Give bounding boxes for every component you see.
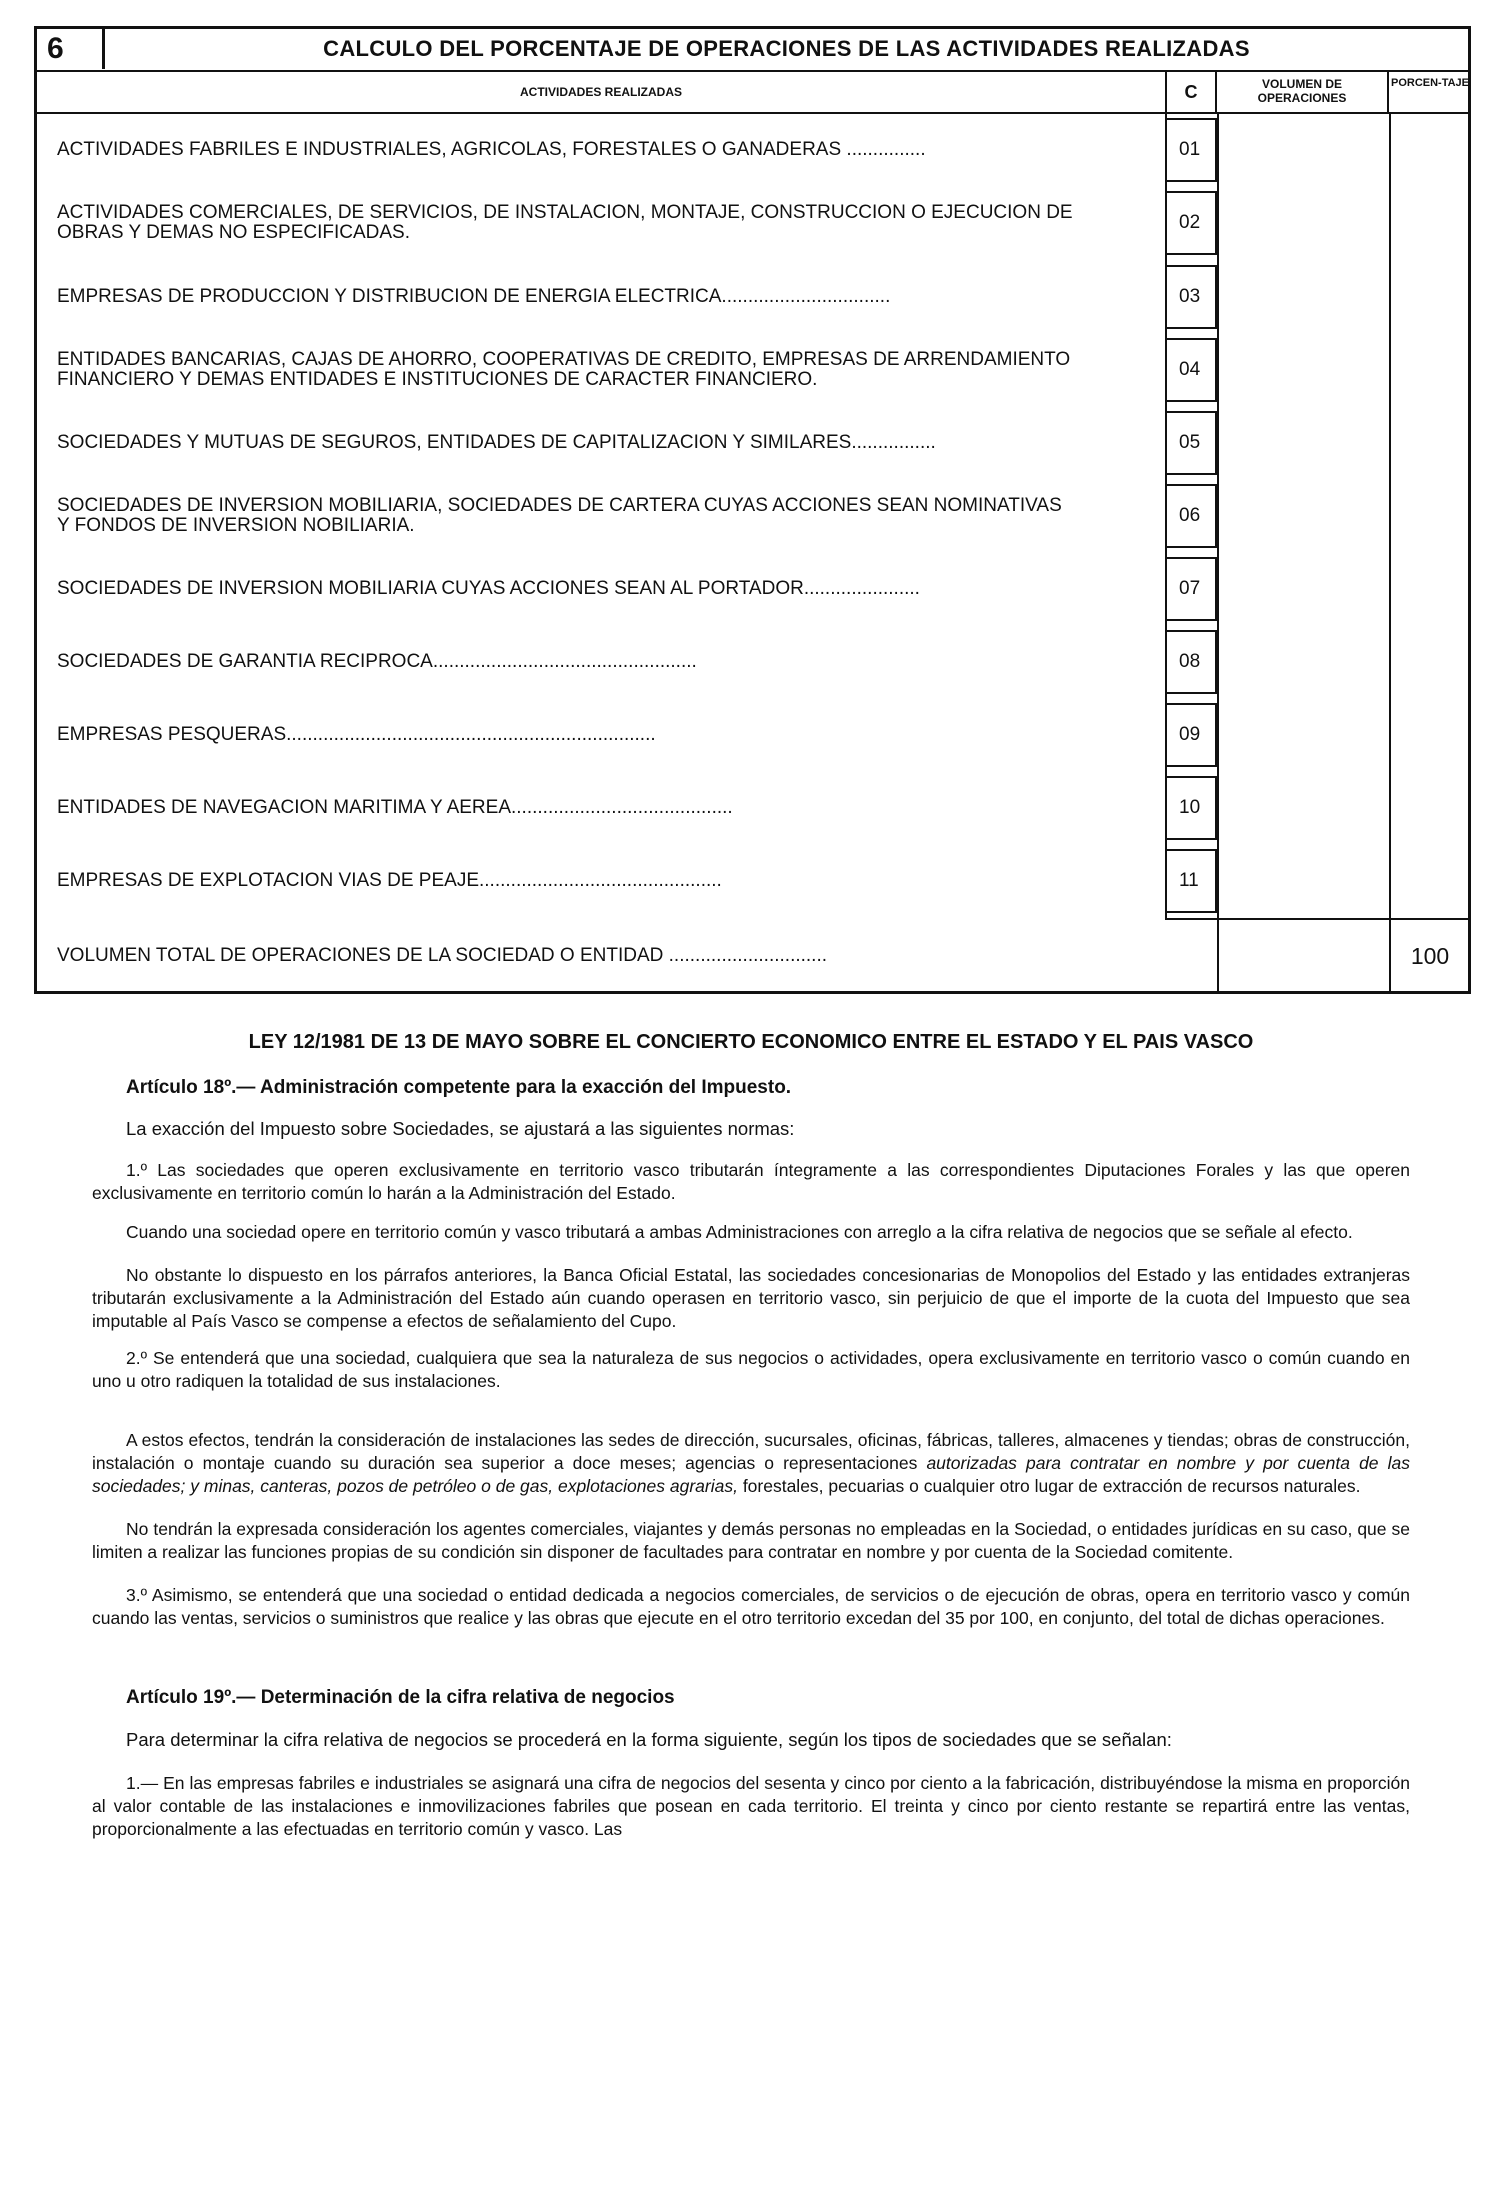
header-code: C [1167,72,1217,112]
activity-code: 05 [1165,411,1217,475]
activity-description: EMPRESAS PESQUERAS...................................................................... [57,724,656,745]
article-19-heading: Artículo 19º.— Determinación de la cifra relativa de negocios [126,1687,675,1708]
column-header-row [37,72,1468,114]
activity-description: SOCIEDADES Y MUTUAS DE SEGUROS, ENTIDADES DE CAPITALIZACION Y SIMILARES................ [57,432,936,453]
law-text [92,1030,1410,1841]
activity-code: 03 [1165,265,1217,329]
activity-row [37,480,1471,552]
form-title-row [37,29,1468,72]
paragraph: 1.— En las empresas fabriles e industriales se asignará una cifra de negocios del sesenta y cinco por ciento a la fabricación, distribuyéndose la misma en proporción al valor contable de las instalaciones e inmovilizaciones fabriles que posean en cada territorio. El treinta y cinco por ciento restante se repartirá entre las ventas, proporcionalmente a las efectuadas en territorio común y vasco. Las [92,1773,1410,1839]
activity-description: ENTIDADES DE NAVEGACION MARITIMA Y AEREA.......................................... [57,797,733,818]
activity-description: SOCIEDADES DE INVERSION MOBILIARIA, SOCIEDADES DE CARTERA CUYAS ACCIONES SEAN NOMINATIVAS Y FONDOS DE INVERSION NOBILIARIA. [57,495,1062,536]
activity-description: ACTIVIDADES FABRILES E INDUSTRIALES, AGRICOLAS, FORESTALES O GANADERAS ............... [57,139,926,160]
header-percentage: PORCEN-TAJE [1390,77,1470,89]
activity-code: 06 [1165,484,1217,548]
activity-description: SOCIEDADES DE GARANTIA RECIPROCA.................................................. [57,651,697,672]
law-title: LEY 12/1981 DE 13 DE MAYO SOBRE EL CONCIERTO ECONOMICO ENTRE EL ESTADO Y EL PAIS VASCO [248,1031,1254,1053]
paragraph: 3.º Asimismo, se entenderá que una sociedad o entidad dedicada a negocios comerciales, de servicios o de ejecución de obras, opera en territorio vasco y común cuando las ventas, servicios o suministros que realice y las obras que ejecute en el otro territorio excedan del 35 por 100, en conjunto, del total de dichas operaciones. [92,1585,1410,1628]
form-title: CALCULO DEL PORCENTAJE DE OPERACIONES DE LAS ACTIVIDADES REALIZADAS [323,36,1250,61]
activity-row [37,553,1471,625]
paragraph-part: forestales, pecuarias o cualquier otro lugar de extracción de recursos naturales. [742,1476,1361,1496]
paragraph-part: A estos efectos, tendrán la consideración de instalaciones las sedes de dirección, sucursales, oficinas, fábricas, talleres, almacenes y tiendas; obras de construcción, instalación o montaje cuando su duración sea superior a doce meses; agencias o representaciones [92,1430,1410,1473]
paragraph [92,1429,1410,1498]
activity-row [37,261,1471,333]
activity-row [37,845,1471,917]
header-activities: ACTIVIDADES REALIZADAS [37,72,1167,112]
activity-code: 04 [1165,338,1217,402]
operations-percentage-form [34,26,1471,994]
activity-row [37,699,1471,771]
activity-row [37,772,1471,844]
paragraph: 2.º Se entenderá que una sociedad, cualquiera que sea la naturaleza de sus negocios o actividades, opera exclusivamente en territorio vasco o común cuando en uno u otro radiquen la totalidad de sus instalaciones. [92,1348,1410,1391]
activity-description: ENTIDADES BANCARIAS, CAJAS DE AHORRO, COOPERATIVAS DE CREDITO, EMPRESAS DE ARRENDAMIENTO FINANCIERO Y DEMAS ENTIDADES E INSTITUCIONES DE CARACTER FINANCIERO. [57,349,1071,390]
section-number: 6 [37,29,105,69]
paragraph: No obstante lo dispuesto en los párrafos anteriores, la Banca Oficial Estatal, las sociedades concesionarias de Monopolios del Estado y las entidades extranjeras tributarán exclusivamente a la Administración del Estado aún cuando operasen en territorio vasco, sin perjuicio de que el importe de la cuota del Impuesto que sea imputable al País Vasco se compense a efectos de señalamiento del Cupo. [92,1265,1410,1331]
activity-row [37,187,1471,259]
activity-code: 02 [1165,191,1217,255]
activity-row [37,407,1471,479]
paragraph: Cuando una sociedad opere en territorio común y vasco tributará a ambas Administraciones con arreglo a la cifra relativa de negocios que se señale al efecto. [126,1222,1353,1242]
activity-code: 10 [1165,776,1217,840]
paragraph: No tendrán la expresada consideración los agentes comerciales, viajantes y demás personas no empleadas en la Sociedad, o entidades jurídicas en su caso, que se limiten a realizar las funciones propias de su condición sin disponer de facultades para contratar en nombre y por cuenta de la Sociedad comitente. [92,1519,1410,1562]
paragraph-part-italic: autorizadas para contratar en nombre y por cuenta de las sociedades; y minas, canteras, pozos de petróleo o de gas, explotaciones agrarias, [92,1453,1410,1496]
activity-code: 01 [1165,118,1217,182]
activity-description: SOCIEDADES DE INVERSION MOBILIARIA CUYAS ACCIONES SEAN AL PORTADOR...................... [57,578,920,599]
total-row [37,918,1471,994]
article-18-intro: La exacción del Impuesto sobre Sociedades, se ajustará a las siguientes normas: [126,1118,795,1139]
activity-description: ACTIVIDADES COMERCIALES, DE SERVICIOS, DE INSTALACION, MONTAJE, CONSTRUCCION O EJECUCION DE OBRAS Y DEMAS NO ESPECIFICADAS. [57,202,1073,243]
article-18-heading: Artículo 18º.— Administración competente para la exacción del Impuesto. [126,1077,792,1098]
activity-code: 08 [1165,630,1217,694]
activity-description: EMPRESAS DE PRODUCCION Y DISTRIBUCION DE ENERGIA ELECTRICA................................ [57,286,891,307]
activity-row [37,114,1471,186]
header-volume: VOLUMEN DE OPERACIONES [1217,72,1389,112]
activity-code: 09 [1165,703,1217,767]
activity-description: EMPRESAS DE EXPLOTACION VIAS DE PEAJE.............................................. [57,870,722,891]
article-19-intro: Para determinar la cifra relativa de negocios se procederá en la forma siguiente, según los tipos de sociedades que se señalan: [126,1729,1172,1750]
total-percentage: 100 [1410,943,1450,969]
activity-code: 11 [1165,849,1217,913]
paragraph: 1.º Las sociedades que operen exclusivamente en territorio vasco tributarán íntegramente a las correspondientes Diputaciones Forales y las que operen exclusivamente en territorio común lo harán a la Administración del Estado. [92,1160,1410,1203]
activity-row [37,626,1471,698]
total-label: VOLUMEN TOTAL DE OPERACIONES DE LA SOCIEDAD O ENTIDAD .............................. [57,945,828,966]
activity-row [37,334,1471,406]
activity-code: 07 [1165,557,1217,621]
